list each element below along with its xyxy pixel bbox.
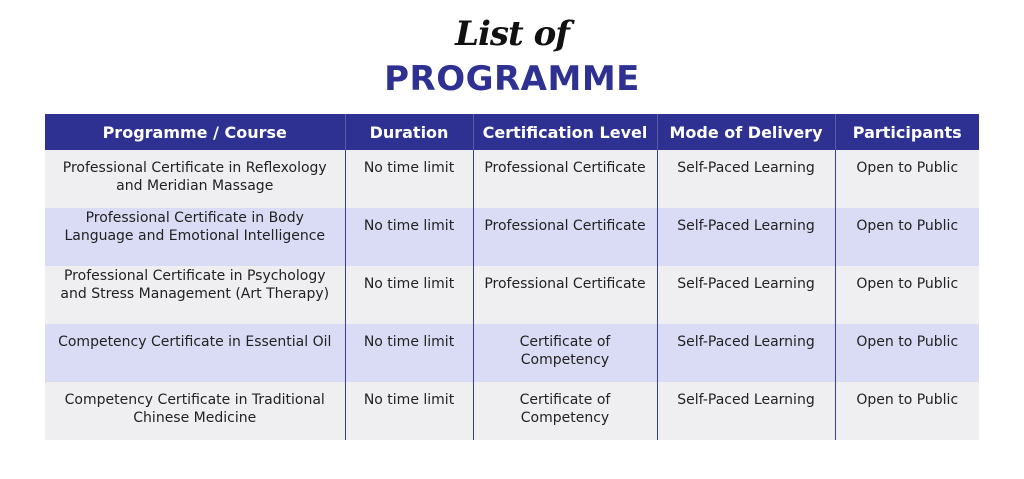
cell-duration: No time limit [345,150,473,208]
cell-participants: Open to Public [835,324,979,382]
cell-duration: No time limit [345,382,473,440]
header-participants: Participants [835,114,979,150]
table-header-row [45,114,979,150]
cell-duration: No time limit [345,324,473,382]
header-duration: Duration [345,114,473,150]
cell-duration: No time limit [345,266,473,324]
cell-participants: Open to Public [835,266,979,324]
header-programme: Programme / Course [45,114,345,150]
cell-certification: Certificate of Competency [473,382,657,440]
page-title: PROGRAMME [384,59,640,99]
cell-programme: Professional Certificate in Reflexology and Meridian Massage [45,150,345,208]
header-mode: Mode of Delivery [657,114,835,150]
title-script: List of [455,14,569,54]
cell-programme: Professional Certificate in Psychology and Stress Management (Art Therapy) [45,266,345,324]
table-row [45,208,979,266]
cell-certification: Professional Certificate [473,150,657,208]
table-row [45,266,979,324]
cell-programme: Competency Certificate in Essential Oil [45,324,345,382]
table-row [45,324,979,382]
cell-programme: Professional Certificate in Body Language and Emotional Intelligence [45,208,345,266]
cell-participants: Open to Public [835,382,979,440]
programme-table [45,114,979,440]
cell-certification: Professional Certificate [473,208,657,266]
cell-participants: Open to Public [835,150,979,208]
cell-mode: Self-Paced Learning [657,324,835,382]
cell-duration: No time limit [345,208,473,266]
cell-mode: Self-Paced Learning [657,382,835,440]
cell-certification: Professional Certificate [473,266,657,324]
cell-mode: Self-Paced Learning [657,208,835,266]
table-row [45,382,979,440]
cell-mode: Self-Paced Learning [657,150,835,208]
cell-certification: Certificate of Competency [473,324,657,382]
cell-programme: Competency Certificate in Traditional Chinese Medicine [45,382,345,440]
cell-mode: Self-Paced Learning [657,266,835,324]
header-certification: Certification Level [473,114,657,150]
table-row [45,150,979,208]
cell-participants: Open to Public [835,208,979,266]
